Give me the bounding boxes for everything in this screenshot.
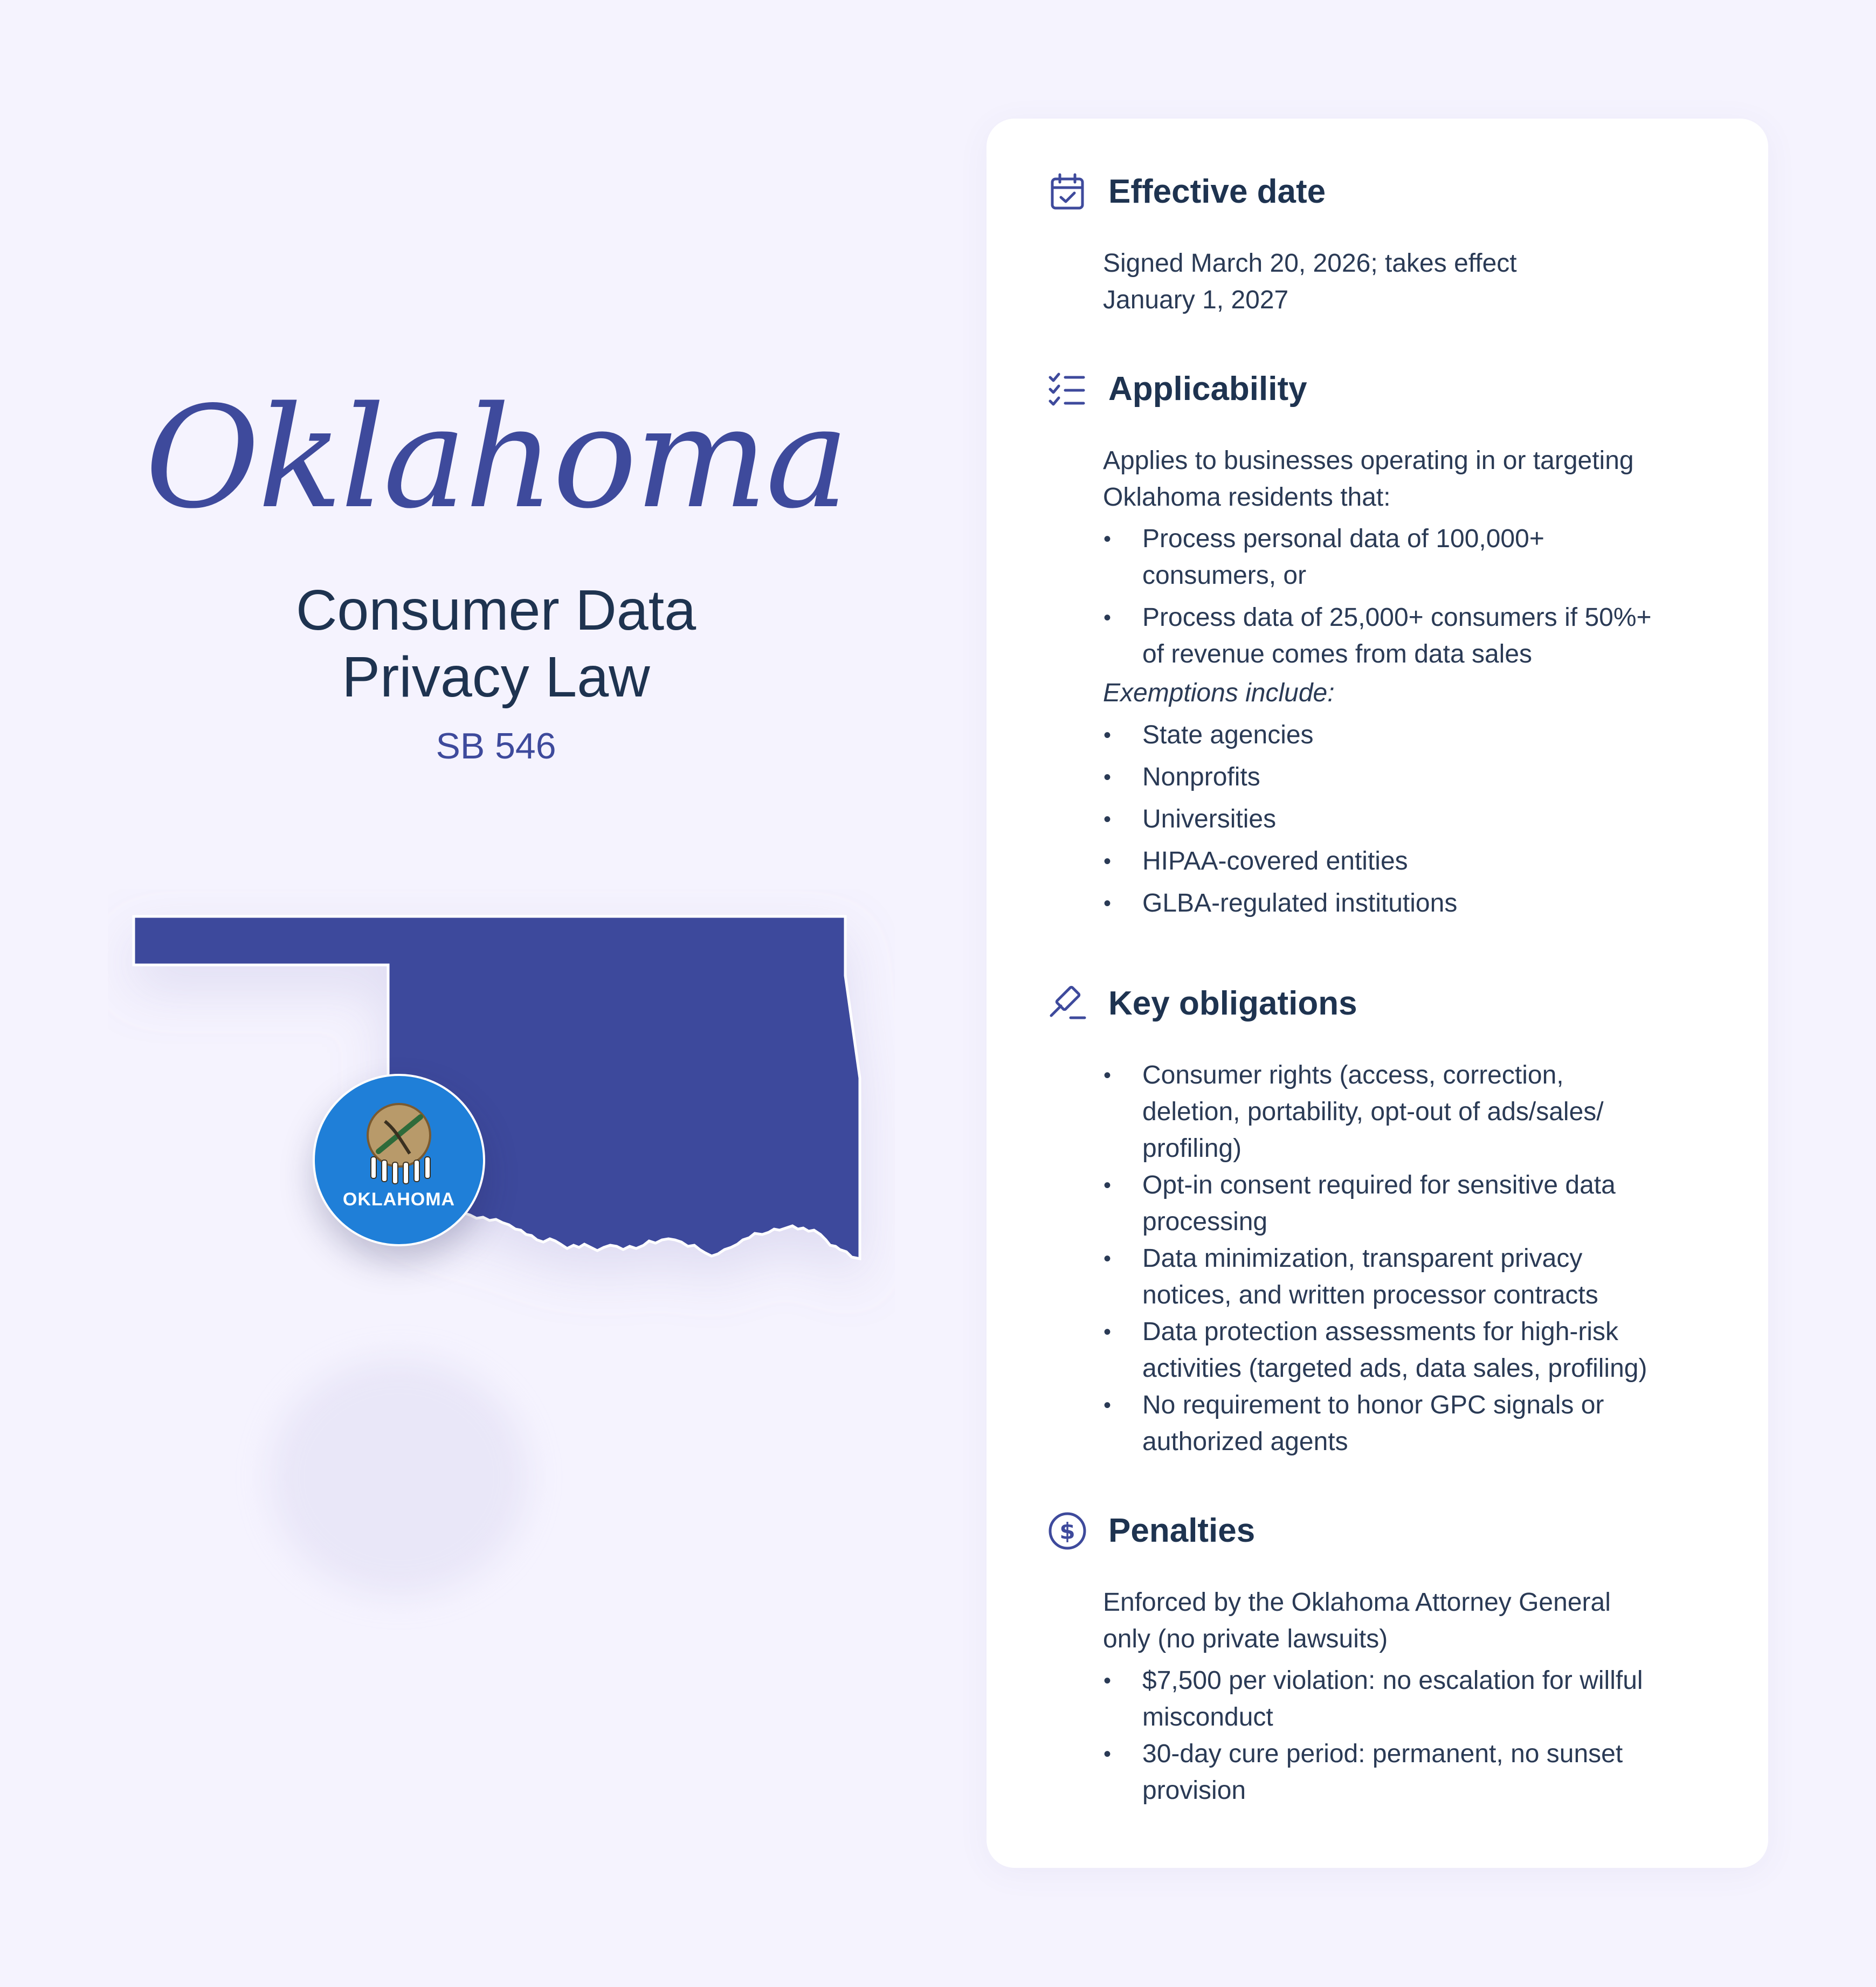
- bullet-dot: •: [1103, 765, 1112, 789]
- bullet-line: $7,500 per violation: no escalation for willful: [1142, 1666, 1643, 1695]
- bullet-dot: •: [1103, 1669, 1112, 1693]
- law-title-line1: Consumer Data: [295, 578, 696, 642]
- bullet-line: 30-day cure period: permanent, no sunset: [1142, 1740, 1623, 1768]
- bullet-dot: •: [1103, 808, 1112, 831]
- calendar-check-icon: [1046, 170, 1089, 213]
- bullet-dot: •: [1103, 1393, 1112, 1417]
- seal-label: OKLAHOMA: [342, 1189, 456, 1210]
- dollar-circle-icon: [1046, 1509, 1089, 1553]
- oklahoma-flag-seal: [313, 1074, 485, 1246]
- applicability-title: Applicability: [1108, 370, 1307, 408]
- penalties-intro: [1103, 1584, 1728, 1658]
- exemption-text: Nonprofits: [1142, 763, 1260, 791]
- bullet-line: deletion, portability, opt-out of ads/sales/: [1142, 1098, 1604, 1126]
- bullet-line: profiling): [1142, 1134, 1242, 1163]
- penalties-intro-line1: Enforced by the Oklahoma Attorney General: [1103, 1588, 1611, 1617]
- bullet-line: consumers, or: [1142, 561, 1307, 590]
- law-title-line2: Privacy Law: [342, 645, 650, 709]
- bullet-line: Consumer rights (access, correction,: [1142, 1061, 1564, 1089]
- bullet-line: processing: [1142, 1208, 1268, 1236]
- key-obligations-title: Key obligations: [1108, 985, 1357, 1022]
- bullet-line: notices, and written processor contracts: [1142, 1281, 1598, 1309]
- bullet-line: No requirement to honor GPC signals or: [1142, 1391, 1604, 1419]
- bullet-dot: •: [1103, 1742, 1112, 1766]
- bullet-line: misconduct: [1142, 1703, 1273, 1731]
- applicability-intro: [1103, 443, 1728, 516]
- bullet-dot: •: [1103, 723, 1112, 747]
- bullet-line: Process data of 25,000+ consumers if 50%+: [1142, 603, 1652, 632]
- effective-date-text: [1103, 245, 1728, 319]
- bullet-line: activities (targeted ads, data sales, profiling): [1142, 1354, 1647, 1383]
- applicability-intro-line1: Applies to businesses operating in or targeting: [1103, 446, 1634, 475]
- bullet-line: Process personal data of 100,000+: [1142, 525, 1544, 553]
- checklist-icon: [1046, 368, 1089, 411]
- exemption-text: State agencies: [1142, 721, 1314, 749]
- exemption-text: GLBA-regulated institutions: [1142, 889, 1458, 917]
- penalties-intro-line2: only (no private lawsuits): [1103, 1625, 1388, 1653]
- bullet-dot: •: [1103, 1320, 1112, 1344]
- effective-date-line2: January 1, 2027: [1103, 286, 1289, 314]
- bullet-dot: •: [1103, 606, 1112, 630]
- bullet-line: authorized agents: [1142, 1427, 1348, 1456]
- exemptions-label: Exemptions include:: [1103, 679, 1335, 707]
- oklahoma-state-shape: [134, 916, 860, 1259]
- bullet-line: Opt-in consent required for sensitive data: [1142, 1171, 1616, 1199]
- bullet-line: Data minimization, transparent privacy: [1142, 1244, 1583, 1273]
- bullet-dot: •: [1103, 1064, 1112, 1087]
- bullet-dot: •: [1103, 1174, 1112, 1197]
- bullet-dot: •: [1103, 527, 1112, 551]
- applicability-intro-line2: Oklahoma residents that:: [1103, 483, 1391, 512]
- effective-date-title: Effective date: [1108, 173, 1326, 210]
- state-script-title: Oklahoma: [144, 377, 847, 540]
- bullet-line: of revenue comes from data sales: [1142, 640, 1533, 668]
- effective-date-line1: Signed March 20, 2026; takes effect: [1103, 249, 1517, 278]
- oklahoma-map-icon: [108, 889, 895, 1644]
- exemption-text: HIPAA-covered entities: [1142, 847, 1408, 875]
- law-title: [0, 577, 992, 710]
- bullet-dot: •: [1103, 850, 1112, 873]
- law-details-card: [987, 119, 1768, 1868]
- gavel-icon: [1046, 982, 1089, 1025]
- osage-shield-icon: [315, 1076, 483, 1244]
- bullet-line: provision: [1142, 1776, 1246, 1805]
- bullet-dot: •: [1103, 892, 1112, 915]
- penalties-title: Penalties: [1108, 1512, 1256, 1549]
- exemption-text: Universities: [1142, 805, 1277, 833]
- bullet-dot: •: [1103, 1247, 1112, 1271]
- bullet-line: Data protection assessments for high-risk: [1142, 1317, 1619, 1346]
- svg-text:$: $: [1059, 1518, 1075, 1544]
- bill-number: SB 546: [436, 726, 556, 767]
